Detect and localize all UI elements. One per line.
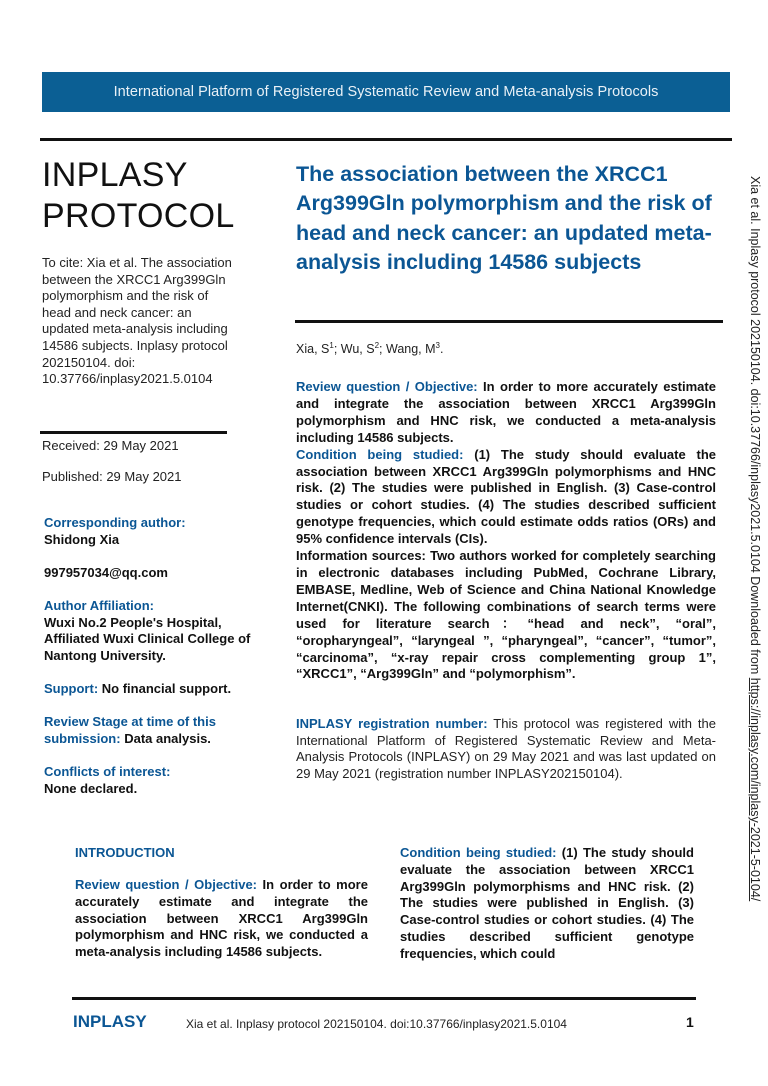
conflicts-block [44,764,254,797]
footer-citation: Xia et al. Inplasy protocol 202150104. doi:10.37766/inplasy2021.5.0104 [186,1017,567,1031]
author-2: Wu, S [340,342,375,357]
footer-divider [72,997,696,1000]
download-link[interactable]: https://inplasy.com/inplasy-2021-5-0104/ [748,677,762,902]
support-label: Support: [44,680,99,696]
review-stage-label: Review Stage at time of this submission: [44,714,216,746]
information-sources: Information sources: Two authors worked for completely searching in electronic databases including PubMed, Cochrane Library, EMBASE, Medline, Web of Science and China National Knowledge Internet(CNKI). The following combinations of search terms were used for literature search：“head and neck”, “oral”, “oropharyngeal”, “laryngeal ”, “pharyngeal”, “cancer”, “tumor”, “carcinoma”, “x-ray repair cross complementing group 1”, “XRCC1”, “Arg399Gln” and “polymorphism”. [296,548,716,682]
affiliation-value: Wuxi No.2 People's Hospital, Affiliated Wuxi Clinical College of Nantong University. [44,614,251,663]
abstract-condition [296,447,716,548]
intro-condition-text: (1) The study should evaluate the association between XRCC1 Arg399Gln polymorphisms and HNC risk. (2) The studies were published in English. (3) Case-control studies or cohort studies. (4) The studies described sufficient genotype frequencies, which could [400,845,694,961]
platform-banner [42,72,730,112]
introduction-right-column [400,845,694,963]
conflicts-label: Conflicts of interest: [44,763,171,779]
review-question-text: In order to more accurately estimate and integrate the association between XRCC1 Arg399Gln polymorphism and HNC risk, we conducted a meta-analysis including 14586 subjects. [296,379,716,445]
registration-label: INPLASY registration number: [296,716,488,731]
protocol-title-line1: INPLASY [42,156,188,194]
protocol-title-line2: PROTOCOL [42,197,235,235]
introduction-left-column [75,877,368,961]
left-divider [40,431,227,434]
article-title: The association between the XRCC1 Arg399Gln polymorphism and the risk of head and neck cancer: an updated meta-analysis including 14586 subjects [296,162,712,275]
introduction-heading: INTRODUCTION [75,845,175,860]
condition-label: Condition being studied: [296,446,464,462]
footer-brand: INPLASY [73,1012,147,1031]
citation-text: To cite: Xia et al. The association between the XRCC1 Arg399Gln polymorphism and the risk of head and neck cancer: an updated meta-analysis including 14586 subjects. Inplasy protocol 202150104. doi: 10.37766/inplasy2021.5.0104 [42,255,232,387]
registration-text: This protocol was registered with the International Platform of Registered Systematic Review and Meta-Analysis Protocols (INPLASY) on 29 May 2021 and was last updated on 29 May 2021 (registration number INPLASY202150104). [296,716,717,781]
author-3-affiliation: 3 [435,341,440,350]
protocol-title [42,155,235,237]
abstract [296,379,716,683]
corresponding-author-name: Shidong Xia [44,531,120,547]
author-meta [44,515,254,814]
author-email[interactable]: 997957034@qq.com [44,564,168,580]
side-download-note [748,176,762,976]
published-date: Published: 29 May 2021 [42,469,182,484]
dates-block [42,438,181,500]
banner-text: International Platform of Registered Systematic Review and Meta-analysis Protocols [113,84,659,100]
review-stage-value: Data analysis. [124,730,211,746]
condition-text: (1) The study should evaluate the association between XRCC1 Arg399Gln polymorphisms and HNC risk. (2) The studies were published in English. (3) Case-control studies or cohort studies. (4) The studies described sufficient genotype frequencies, which could estimate odds ratios (ORs) and 95% confidence intervals (CIs). [296,446,716,547]
support-value: No financial support. [101,680,232,696]
author-2-affiliation: 2 [374,341,380,350]
top-divider [40,138,732,141]
support-block [44,681,254,698]
author-3: Wang, M [385,342,436,357]
intro-review-question-text: In order to more accurately estimate and integrate the association between XRCC1 Arg399Gln polymorphism and HNC risk, we conducted a meta-analysis including 14586 subjects. [75,877,368,960]
page-number: 1 [686,1014,694,1030]
received-date: Received: 29 May 2021 [42,438,179,453]
affiliation-label: Author Affiliation: [44,597,154,613]
title-divider [295,320,723,323]
corresponding-author-block [44,515,254,548]
affiliation-block [44,598,254,664]
abstract-review-question [296,379,716,447]
intro-review-question-label: Review question / Objective: [75,877,258,892]
conflicts-value: None declared. [44,780,138,796]
review-stage-block [44,714,254,747]
side-note-text: Xia et al. Inplasy protocol 202150104. doi:10.37766/inplasy2021.5.0104 Downloaded from [748,176,762,678]
author-1: Xia, S [296,342,330,357]
registration-block [296,716,716,782]
author-1-affiliation: 1 [329,341,334,350]
left-sidebar [42,155,235,388]
corresponding-author-label: Corresponding author: [44,515,186,530]
author-list: Xia, $S^1$; Wu, $S^2$; Wang, $M^3$. [296,341,444,357]
intro-condition-label: Condition being studied: [400,845,557,860]
review-question-label: Review question / Objective: [296,379,478,394]
